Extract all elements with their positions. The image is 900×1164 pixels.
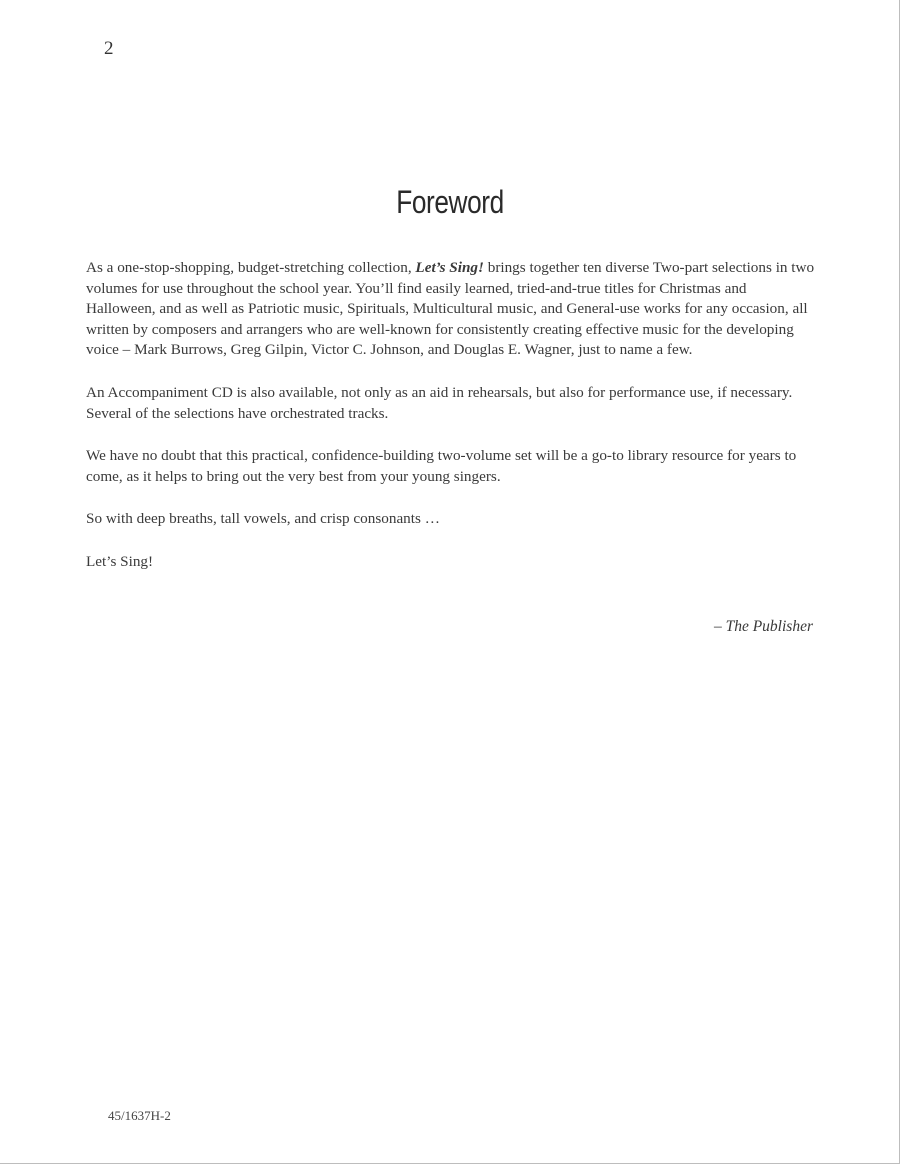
paragraph-intro-after: brings together ten diverse Two-part selections in two volumes for use throughout the school year. You’ll find easily learned, tried-and-true titles for Christmas and Halloween, and as well as Patriotic music, Spirituals, Multicultural music, and General-use works for any occasion, all written by composers and arrangers who are well-known for consistently creating effective music for the developing voice – Mark Burrows, Greg Gilpin, Victor C. Johnson, and Douglas E. Wagner, just to name a few.	[86, 259, 815, 359]
paragraph-lets-sing: Let’s Sing!	[86, 552, 154, 570]
paragraph-resource: We have no doubt that this practical, confidence-building two-volume set will be a go-to library resource for years to come, as it helps to bring out the very best from your young singers.	[86, 447, 797, 485]
paragraph-intro-before: As a one-stop-shopping, budget-stretching collection,	[86, 259, 416, 276]
page-title: Foreword	[396, 184, 504, 220]
paragraph-accompaniment: An Accompaniment CD is also available, not only as an aid in rehearsals, but also for performance use, if necessary. Several of the selections have orchestrated tracks.	[86, 383, 793, 422]
signature-name: The Publisher	[725, 618, 813, 635]
catalog-code: 45/1637H-2	[108, 1108, 171, 1123]
foreword-body	[86, 258, 816, 595]
paragraph-intro	[86, 258, 816, 361]
page-number: 2	[104, 38, 114, 59]
book-title: Let’s Sing!	[415, 259, 484, 276]
paragraph-closing: So with deep breaths, tall vowels, and crisp consonants …	[86, 510, 440, 528]
signature	[714, 618, 813, 636]
signature-dash: –	[713, 618, 726, 635]
